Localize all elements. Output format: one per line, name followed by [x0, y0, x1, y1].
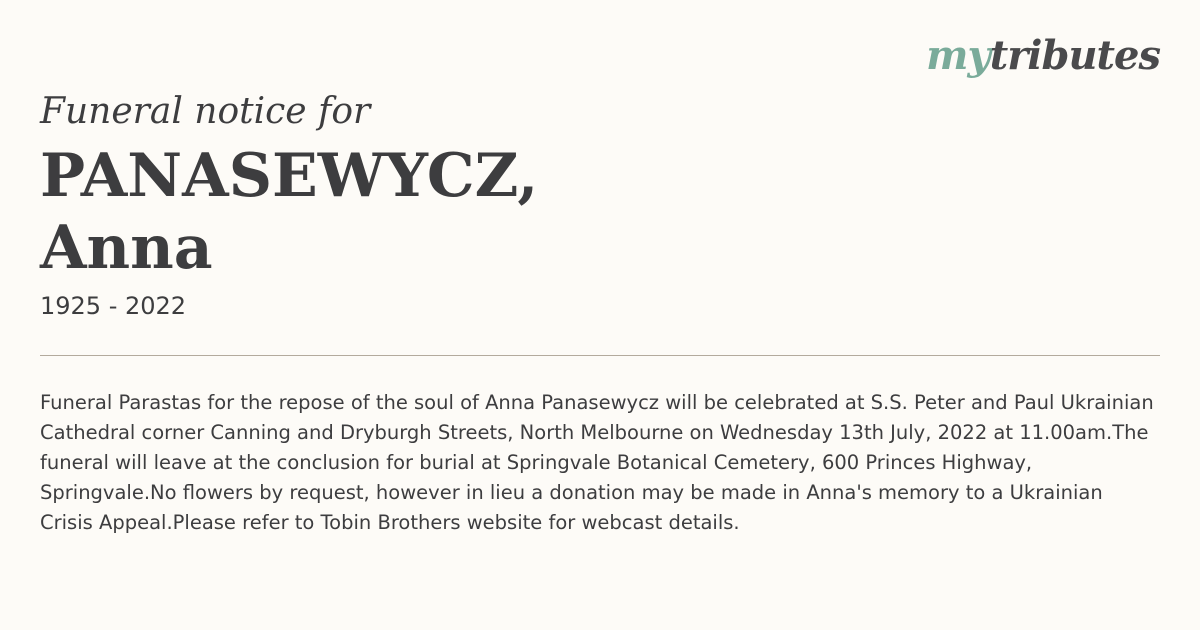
life-years: 1925 - 2022 [40, 292, 187, 320]
notice-body: Funeral Parastas for the repose of the soul of Anna Panasewycz will be celebrated at S.S. Peter and Paul Ukrainian Cathedral corner Canning and Dryburgh Streets, North Melbourne on Wednesday 13th July, 2022 at 11.00am.The funeral will leave at the conclusion for burial at Springvale Botanical Cemetery, 600 Princes Highway, Springvale.No flowers by request, however in lieu a donation may be made in Anna's memory to a Ukrainian Crisis Appeal.Please refer to Tobin Brothers website for webcast details. [40, 391, 1154, 534]
notice-intro: Funeral notice for [40, 91, 371, 132]
deceased-given-name: Anna [40, 213, 213, 283]
logo-part-tributes: tributes [989, 32, 1160, 79]
deceased-name [40, 140, 800, 284]
mytributes-logo[interactable] [926, 32, 1160, 79]
section-divider [40, 355, 1160, 356]
logo-part-my: my [926, 32, 990, 79]
deceased-surname: PANASEWYCZ, [40, 141, 539, 211]
